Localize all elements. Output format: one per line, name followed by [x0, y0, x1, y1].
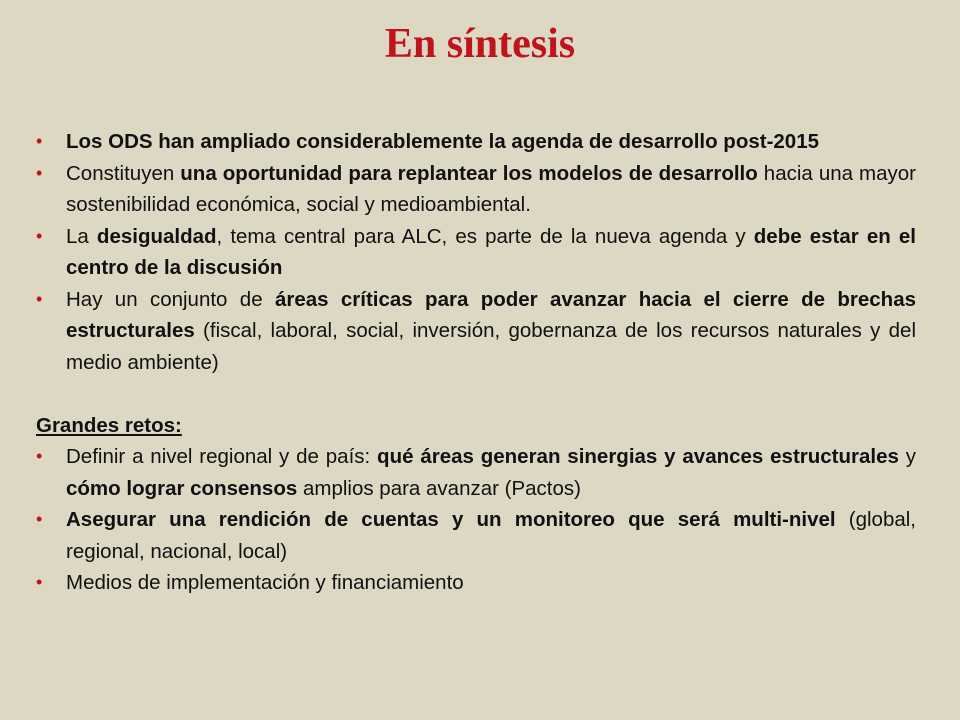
item-text: Medios de implementación y financiamiento: [66, 571, 464, 594]
slide-title: En síntesis: [384, 21, 576, 67]
bullet-icon: •: [36, 446, 43, 466]
item-bold-text: una oportunidad para replantear los modelos de desarrollo: [180, 161, 758, 185]
item-text: hacia una mayor sostenibilidad económica, social y medioambiental.: [66, 161, 916, 216]
item-text: (global, regional, nacional, local): [66, 508, 916, 563]
list-item: [36, 284, 916, 379]
item-text: amplios para avanzar (Pactos): [297, 476, 581, 500]
list-item: [36, 504, 916, 567]
section-spacer: [36, 378, 916, 410]
challenges-list: [36, 441, 916, 599]
list-item: [36, 126, 916, 158]
item-text: Definir a nivel regional y de país:: [66, 445, 378, 468]
item-bold-text: debe estar en el centro de la discusión: [66, 224, 916, 279]
bullet-icon: •: [36, 131, 43, 151]
item-bold-text: desigualdad: [96, 224, 217, 248]
bullet-icon: •: [36, 572, 43, 592]
list-item: [36, 221, 916, 284]
summary-list: [36, 126, 916, 378]
item-text: , tema central para ALC, es parte de la nueva agenda y: [216, 224, 754, 248]
bullet-icon: •: [36, 162, 43, 183]
slide-content: [36, 126, 916, 599]
item-text: y: [898, 445, 916, 468]
item-bold-text: qué áreas generan sinergias y avances estructurales: [377, 445, 899, 468]
item-text: Hay un conjunto de: [66, 287, 275, 311]
bullet-icon: •: [36, 225, 43, 246]
item-bold-text: cómo lograr consensos: [66, 476, 298, 500]
item-bold-text: áreas críticas para poder avanzar hacia el cierre de brechas estructurales: [66, 287, 916, 342]
section-heading: Grandes retos:: [36, 413, 182, 437]
item-text: (fiscal, laboral, social, inversión, gobernanza de los recursos naturales y del medio ambiente): [66, 319, 916, 374]
item-bold-text: Asegurar una rendición de cuentas y un monitoreo que será multi-nivel: [66, 508, 836, 531]
item-text: Constituyen: [66, 161, 181, 185]
item-text: La: [66, 224, 97, 248]
bullet-icon: •: [36, 509, 43, 529]
item-bold-text: Los ODS han ampliado considerablemente la agenda de desarrollo post-2015: [66, 130, 820, 153]
bullet-icon: •: [36, 288, 43, 309]
list-item: [36, 158, 916, 221]
list-item: [36, 567, 916, 599]
list-item: [36, 441, 916, 504]
